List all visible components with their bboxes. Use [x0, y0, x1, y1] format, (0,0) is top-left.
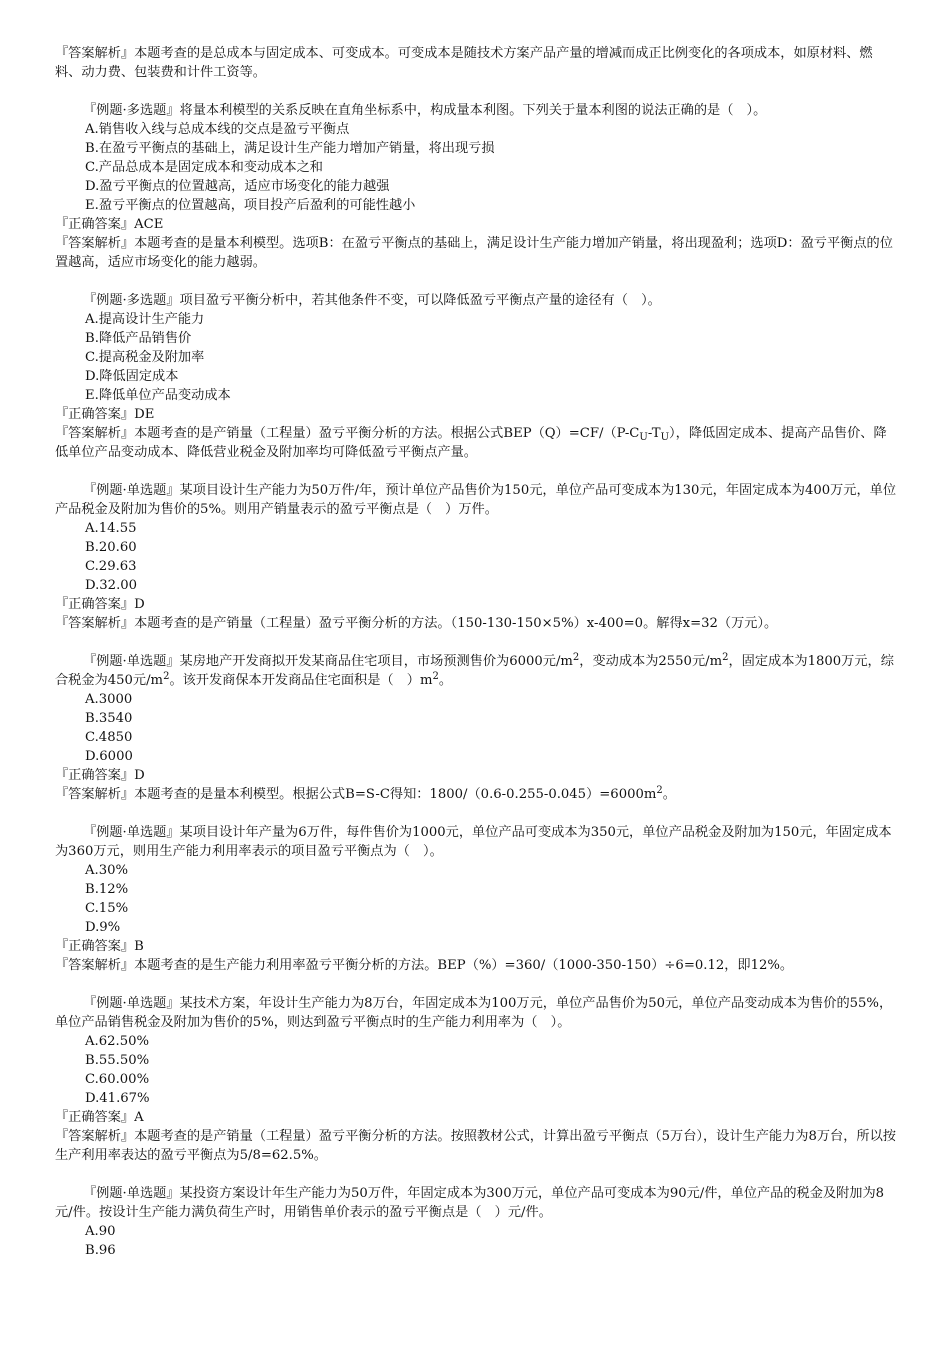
- superscript: 2: [572, 652, 580, 663]
- question-block-4: [55, 652, 897, 804]
- correct-answer: 『正确答案』D: [55, 768, 145, 783]
- question-text: 『例题·单选题』某项目设计生产能力为50万件/年，预计单位产品售价为150元，单位产品可变成本为130元，年固定成本为400万元，单位产品税金及附加为售价的5%。则用产销量表示的盈亏平衡点是（ ）万件。: [55, 483, 897, 517]
- option-e: E.盈亏平衡点的位置越高，项目投产后盈利的可能性越小: [85, 198, 416, 213]
- option-d: D.32.00: [85, 578, 138, 593]
- option-c: C.15%: [85, 901, 129, 916]
- question-text-part: 。: [438, 673, 453, 688]
- explanation-text: 『答案解析』本题考查的是产销量（工程量）盈亏平衡分析的方法。按照教材公式，计算出盈亏平衡点（5万台），设计生产能力为8万台，所以按生产利用率表达的盈亏平衡点为5/8=62.5%。: [55, 1129, 896, 1163]
- explanation-text: [55, 785, 897, 804]
- option-d: D.9%: [85, 920, 121, 935]
- explanation-text: 『答案解析』本题考查的是产销量（工程量）盈亏平衡分析的方法。（150-130-150×5%）x-400=0。解得x=32（万元）。: [55, 616, 778, 631]
- option-a: A.销售收入线与总成本线的交点是盈亏平衡点: [85, 122, 350, 137]
- question-text: 『例题·多选题』项目盈亏平衡分析中，若其他条件不变，可以降低盈亏平衡点产量的途径有（ ）。: [83, 293, 661, 308]
- correct-answer: 『正确答案』DE: [55, 407, 155, 422]
- explanation-text: 『答案解析』本题考查的是总成本与固定成本、可变成本。可变成本是随技术方案产品产量的增减而成正比例变化的各项成本，如原材料、燃料、动力费、包装费和计件工资等。: [55, 46, 873, 80]
- explanation-text: 『答案解析』本题考查的是生产能力利用率盈亏平衡分析的方法。BEP（%）=360/（1000-350-150）÷6=0.12，即12%。: [55, 958, 794, 973]
- question-text-part: 『例题·单选题』某房地产开发商拟开发某商品住宅项目，市场预测售价为6000元/m: [83, 654, 573, 669]
- question-block-0: [55, 44, 897, 82]
- explanation-text: [55, 424, 897, 462]
- option-c: C.产品总成本是固定成本和变动成本之和: [85, 160, 323, 175]
- question-block-6: [55, 994, 897, 1165]
- option-b: B.55.50%: [85, 1053, 150, 1068]
- question-text-part: ，变动成本为2550元/m: [579, 654, 723, 669]
- option-c: C.60.00%: [85, 1072, 150, 1087]
- question-block-5: [55, 823, 897, 975]
- subscript: U: [660, 432, 670, 443]
- subscript: U: [639, 432, 648, 443]
- option-c: C.提高税金及附加率: [85, 350, 205, 365]
- superscript: 2: [163, 671, 170, 682]
- option-b: B.3540: [85, 711, 133, 726]
- question-text-part: 。该开发商保本开发商品住宅面积是（ ）m: [169, 673, 433, 688]
- option-a: A.提高设计生产能力: [85, 312, 205, 327]
- question-block-3: [55, 481, 897, 633]
- option-a: A.30%: [85, 863, 129, 878]
- option-d: D.41.67%: [85, 1091, 150, 1106]
- question-text: 『例题·单选题』某投资方案设计年生产能力为50万件，年固定成本为300万元，单位产品可变成本为90元/件，单位产品的税金及附加为8元/件。按设计生产能力满负荷生产时，用销售单价表示的盈亏平衡点是（ ）元/件。: [55, 1186, 885, 1220]
- superscript: 2: [722, 652, 729, 663]
- question-text: 『例题·多选题』将量本利模型的关系反映在直角坐标系中，构成量本利图。下列关于量本利图的说法正确的是（ ）。: [83, 103, 767, 118]
- option-b: B.降低产品销售价: [85, 331, 192, 346]
- question-block-2: [55, 291, 897, 462]
- formula-text: -T: [647, 426, 661, 441]
- formula-text: 『答案解析』本题考查的是产销量（工程量）盈亏平衡分析的方法。根据公式BEP（Q）=CF/（P-C: [55, 426, 640, 441]
- option-c: C.29.63: [85, 559, 137, 574]
- question-block-1: [55, 101, 897, 272]
- superscript: 2: [432, 671, 439, 682]
- correct-answer: 『正确答案』D: [55, 597, 145, 612]
- option-b: B.12%: [85, 882, 129, 897]
- question-block-7: [55, 1184, 897, 1260]
- correct-answer: 『正确答案』A: [55, 1110, 144, 1125]
- explanation-text-part: 『答案解析』本题考查的是量本利模型。根据公式B=S-C得知：1800/（0.6-0.255-0.045）=6000m: [55, 787, 657, 802]
- formula-text: ），降低固定成本、提高产品售价、降低单位产品变动成本、降低营业税金及附加率均可降低盈亏平衡点产量。: [55, 426, 887, 460]
- question-text: 『例题·单选题』某技术方案，年设计生产能力为8万台，年固定成本为100万元，单位产品售价为50元，单位产品变动成本为售价的55%，单位产品销售税金及附加为售价的5%，则达到盈亏平衡点时的生产能力利用率为（ ）。: [55, 996, 893, 1030]
- question-text-part: ，固定成本为1800万元，综合税金为450元/m: [55, 654, 894, 688]
- option-a: A.14.55: [85, 521, 137, 536]
- correct-answer: 『正确答案』ACE: [55, 217, 164, 232]
- option-a: A.90: [85, 1224, 116, 1239]
- option-d: D.6000: [85, 749, 133, 764]
- option-d: D.降低固定成本: [85, 369, 179, 384]
- question-text: [55, 652, 897, 690]
- option-b: B.在盈亏平衡点的基础上，满足设计生产能力增加产销量，将出现亏损: [85, 141, 495, 156]
- option-d: D.盈亏平衡点的位置越高，适应市场变化的能力越强: [85, 179, 390, 194]
- option-b: B.96: [85, 1243, 116, 1258]
- question-text: 『例题·单选题』某项目设计年产量为6万件，每件售价为1000元，单位产品可变成本为350元，单位产品税金及附加为150元，年固定成本为360万元，则用生产能力利用率表示的项目盈亏平衡点为（ ）。: [55, 825, 892, 859]
- option-b: B.20.60: [85, 540, 137, 555]
- explanation-text: 『答案解析』本题考查的是量本利模型。选项B：在盈亏平衡点的基础上，满足设计生产能力增加产销量，将出现盈利；选项D：盈亏平衡点的位置越高，适应市场变化的能力越弱。: [55, 236, 893, 270]
- option-e: E.降低单位产品变动成本: [85, 388, 231, 403]
- option-c: C.4850: [85, 730, 133, 745]
- correct-answer: 『正确答案』B: [55, 939, 144, 954]
- document-body: [55, 44, 897, 1279]
- option-a: A.62.50%: [85, 1034, 149, 1049]
- option-a: A.3000: [85, 692, 133, 707]
- superscript: 2: [656, 785, 663, 796]
- explanation-text-part: 。: [662, 787, 676, 802]
